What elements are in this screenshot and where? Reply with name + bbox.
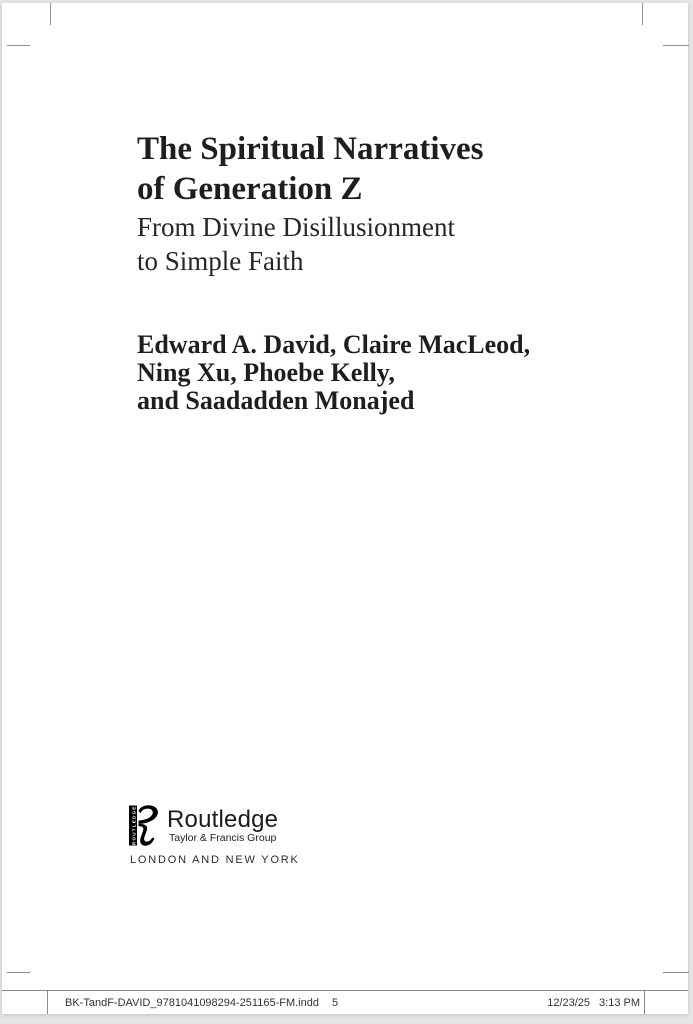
slug-page-number: 5 (331, 997, 339, 1009)
book-title-line-2: of Generation Z (137, 171, 363, 207)
crop-mark-top-left-vertical (50, 3, 51, 25)
slug-date: 12/23/25 (547, 997, 591, 1009)
slug-filename: BK-TandF-DAVID_9781041098294-251165-FM.indd (65, 997, 319, 1009)
book-authors-line-3: and Saadadden Monajed (137, 386, 415, 415)
slug-time: 3:13 PM (599, 997, 640, 1009)
book-title-line-1: The Spiritual Narratives (137, 131, 484, 167)
publisher-name: Routledge (167, 806, 279, 833)
slug-left-tick (47, 991, 48, 1014)
slug-timestamp (547, 997, 640, 1010)
book-authors (137, 331, 530, 415)
routledge-logo-icon (129, 804, 162, 847)
book-subtitle-line-2: to Simple Faith (137, 246, 304, 276)
crop-mark-top-right-vertical (642, 3, 643, 25)
crop-mark-top-right-horizontal (663, 45, 689, 46)
book-subtitle-line-1: From Divine Disillusionment (137, 212, 456, 242)
book-authors-line-1: Edward A. David, Claire MacLeod, (137, 330, 531, 359)
crop-mark-top-left-horizontal (7, 45, 30, 46)
routledge-r-bowl (139, 805, 158, 824)
publisher-tagline: Taylor & Francis Group (169, 832, 277, 844)
book-subtitle (137, 210, 455, 278)
slug-right-tick (644, 991, 645, 1014)
slug-rule (2, 990, 688, 991)
publisher-cities: LONDON AND NEW YORK (130, 854, 300, 866)
routledge-r-leg (139, 824, 155, 846)
crop-mark-bottom-right-horizontal (663, 972, 689, 973)
slug-file-info (65, 997, 338, 1010)
crop-mark-bottom-left-horizontal (7, 972, 30, 973)
book-title (137, 129, 483, 209)
routledge-logo-vertical-text: ROUTLEDGE (131, 806, 137, 845)
book-authors-line-2: Ning Xu, Phoebe Kelly, (137, 358, 395, 387)
